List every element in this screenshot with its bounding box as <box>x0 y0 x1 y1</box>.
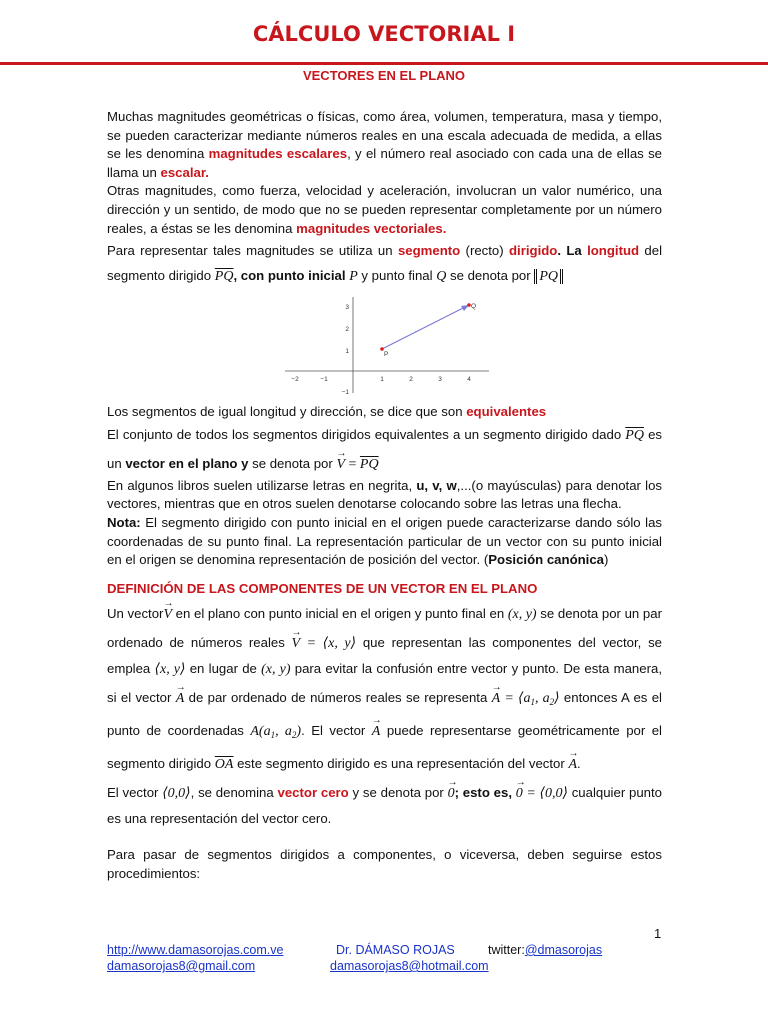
x-tick-label: 2 <box>409 376 413 384</box>
math-vector-v: → V <box>336 448 345 477</box>
author-name: Dr. DÁMASO ROJAS <box>336 943 455 957</box>
subscript: 1 <box>530 697 535 708</box>
x-tick-label: −1 <box>320 376 328 384</box>
paragraph-procedimientos: Para pasar de segmentos dirigidos a componentes, o viceversa, deben seguirse estos procedimientos: <box>107 847 662 881</box>
text-run: (recto) <box>460 243 509 259</box>
footer-left <box>107 942 283 974</box>
segment-pq <box>382 305 469 349</box>
term-posicion-canonica: Posición canónica <box>488 552 605 568</box>
text-run: . La <box>557 243 588 259</box>
text-run: Un vector <box>107 606 164 622</box>
math-components-a <box>500 691 559 706</box>
section-heading: DEFINICIÓN DE LAS COMPONENTES DE UN VECTOR EN EL PLANO <box>107 580 538 596</box>
math-point-xy: (x, y) <box>261 662 291 678</box>
subscript: 2 <box>291 730 297 741</box>
x-tick-label: −2 <box>291 376 299 384</box>
math-vector-v: → V <box>292 627 301 656</box>
text-run: en el plano con punto inicial en el origen y punto final en <box>172 606 508 622</box>
math-components-xy: = ⟨x, y⟩ <box>300 636 357 652</box>
text-run: y punto final <box>357 268 437 284</box>
text-run: Para representar tales magnitudes se utiliza un <box>107 243 398 259</box>
text-run: ) <box>604 552 609 568</box>
term-magnitudes-escalares: magnitudes escalares <box>208 146 348 162</box>
text-run: que representan las componentes del vector, se emplea <box>107 635 662 677</box>
text-run: El vector <box>107 785 163 801</box>
section-subtitle: VECTORES EN EL PLANO <box>302 68 466 83</box>
math-zero-components: = ⟨0,0⟩ <box>522 786 568 802</box>
text-run: , y el número real asociado con cada una de ellas se llama un <box>107 146 662 180</box>
text-run: . El vector <box>301 723 372 739</box>
x-tick-label: 1 <box>380 376 384 384</box>
note-label: Nota: <box>107 514 141 530</box>
text-run: se denota por un par ordenado de números reales <box>107 606 662 651</box>
term-equivalentes: equivalentes <box>466 404 547 420</box>
math-segment-pq: $\overline{PQ}$ <box>625 427 644 443</box>
text-run: de par ordenado de números reales se representa <box>184 690 492 706</box>
math-point-p: P <box>349 269 358 285</box>
paragraph-vectoriales <box>107 182 662 238</box>
math-point-q: Q <box>436 269 447 285</box>
text-run: , se denomina <box>190 785 278 801</box>
text-run: ) <box>296 724 302 740</box>
email-hotmail-link[interactable]: damasorojas8@hotmail.com <box>330 959 489 973</box>
text-run: en lugar de <box>185 661 262 677</box>
text-run: , a <box>275 724 292 740</box>
text-run: del segmento dirigido <box>107 243 663 284</box>
math-segment-oa: $\overline{OA}$ <box>214 757 234 773</box>
term-dirigido: dirigido <box>509 243 558 259</box>
point-q-label: Q <box>471 303 477 311</box>
text-run: . <box>577 756 581 772</box>
y-tick-label: −1 <box>341 389 349 396</box>
math-zero-components: ⟨0,0⟩ <box>162 786 191 802</box>
term-segmento: segmento <box>397 243 461 259</box>
subscript: 1 <box>270 730 276 741</box>
text-run: El segmento dirigido con punto inicial en el origen puede caracterizarse dando sólo las coordenadas de su punto final. La representación particular de un vector con su punto inicial en el origen se denomina representación de posición del vector. ( <box>107 514 662 568</box>
math-vector-a: → A <box>568 748 577 777</box>
document-body <box>107 108 662 884</box>
math-vector-a: → A <box>492 682 501 711</box>
y-tick-label: 1 <box>345 348 349 356</box>
title-divider <box>0 62 768 65</box>
paragraph-vector-plano <box>107 422 662 477</box>
text-run: puede representarse geométricamente por el segmento dirigido <box>107 723 662 772</box>
text-run: y se denota por <box>348 785 448 801</box>
math-vector-a: → A <box>176 682 185 711</box>
twitter-handle-link[interactable]: @dmasorojas <box>524 943 603 957</box>
math-vector-zero: → 0 <box>448 777 455 806</box>
term-escalar: escalar. <box>160 164 209 180</box>
y-tick-label: 3 <box>345 304 349 312</box>
text-run: En algunos libros suelen utilizarse letras en negrita, <box>107 477 417 493</box>
math-vector-zero: → 0 <box>516 777 523 806</box>
vector-pq-graph <box>283 295 493 395</box>
y-tick-label: 2 <box>345 326 349 334</box>
twitter-label: twitter: <box>488 943 525 957</box>
text-run: ; esto es, <box>454 785 516 801</box>
text-run: Muchas magnitudes geométricas o físicas, como área, volumen, temperatura, masa y tiempo, se pueden caracterizar mediante números reales en una escala adecuada de medida, a ellas se les denomina <box>107 109 662 162</box>
text-run: se denota por <box>446 268 535 284</box>
x-tick-label: 4 <box>467 376 471 384</box>
text-run: es un <box>107 426 662 471</box>
paragraph-segmento-dirigido <box>107 238 662 289</box>
math-segment-pq: $\overline{PQ}$ <box>214 269 234 285</box>
term-uvw: u, v, w <box>416 477 457 493</box>
math-vector-v: → V <box>163 598 172 627</box>
text-run: ⟩ <box>554 691 560 707</box>
paragraph-notacion <box>107 477 662 514</box>
point-p-label: P <box>384 351 389 359</box>
math-point-xy: (x, y) <box>507 607 537 623</box>
text-run: se denota por <box>248 455 337 471</box>
math-norm-pq: PQ <box>534 269 563 284</box>
text-run: ,...(o mayúsculas) para denotar los vectores, mientras que en otros suelen denotarse colocando sobre las letras una flecha. <box>107 477 662 512</box>
text-run: Otras magnitudes, como fuerza, velocidad y aceleración, involucran un valor numérico, una dirección y un sentido, de modo que no se pueden representar completamente por un número reales, a éstas se les denomina <box>107 183 662 236</box>
text-run: entonces A es el punto de coordenadas <box>107 690 662 739</box>
text-run: cualquier punto es una representación del vector cero. <box>107 785 662 827</box>
math-components-xy: ⟨x, y⟩ <box>154 662 186 678</box>
math-equals: = <box>345 456 360 472</box>
term-vector-en-el-plano: vector en el plano y <box>125 455 249 471</box>
term-magnitudes-vectoriales: magnitudes vectoriales. <box>296 220 447 236</box>
page-title: CÁLCULO VECTORIAL I <box>252 22 516 46</box>
page-number: 1 <box>654 926 662 941</box>
email-gmail-link[interactable]: damasorojas8@gmail.com <box>107 959 256 973</box>
text-run: , con punto inicial <box>233 268 350 284</box>
subscript: 2 <box>549 697 555 708</box>
text-run: Los segmentos de igual longitud y dirección, se dice que son <box>107 404 467 420</box>
text-run: este segmento dirigido es una representación del vector <box>233 756 569 772</box>
term-longitud: longitud <box>587 243 640 259</box>
math-point-a <box>250 724 301 739</box>
footer-center <box>330 942 489 974</box>
text-run: El conjunto de todos los segmentos dirigidos equivalentes a un segmento dirigido dado <box>107 426 626 442</box>
website-link[interactable]: http://www.damasorojas.com.ve <box>107 943 284 957</box>
text-run: = ⟨a <box>500 691 531 707</box>
paragraph-componentes <box>107 598 662 777</box>
math-segment-pq: $\overline{PQ}$ <box>359 456 379 472</box>
footer-right <box>488 942 602 958</box>
paragraph-escalares <box>107 108 662 182</box>
term-vector-cero: vector cero <box>277 785 349 801</box>
text-run: A(a <box>250 724 271 740</box>
text-run: para evitar la confusión entre vector y punto. De esta manera, si el vector <box>107 661 662 706</box>
paragraph-nota <box>107 514 662 570</box>
math-vector-a: → A <box>372 715 381 744</box>
paragraph-vector-cero <box>107 777 662 831</box>
x-tick-label: 3 <box>438 376 442 384</box>
paragraph-spacer <box>107 831 662 846</box>
text-run: , a <box>534 691 550 707</box>
paragraph-equivalentes <box>107 403 662 422</box>
